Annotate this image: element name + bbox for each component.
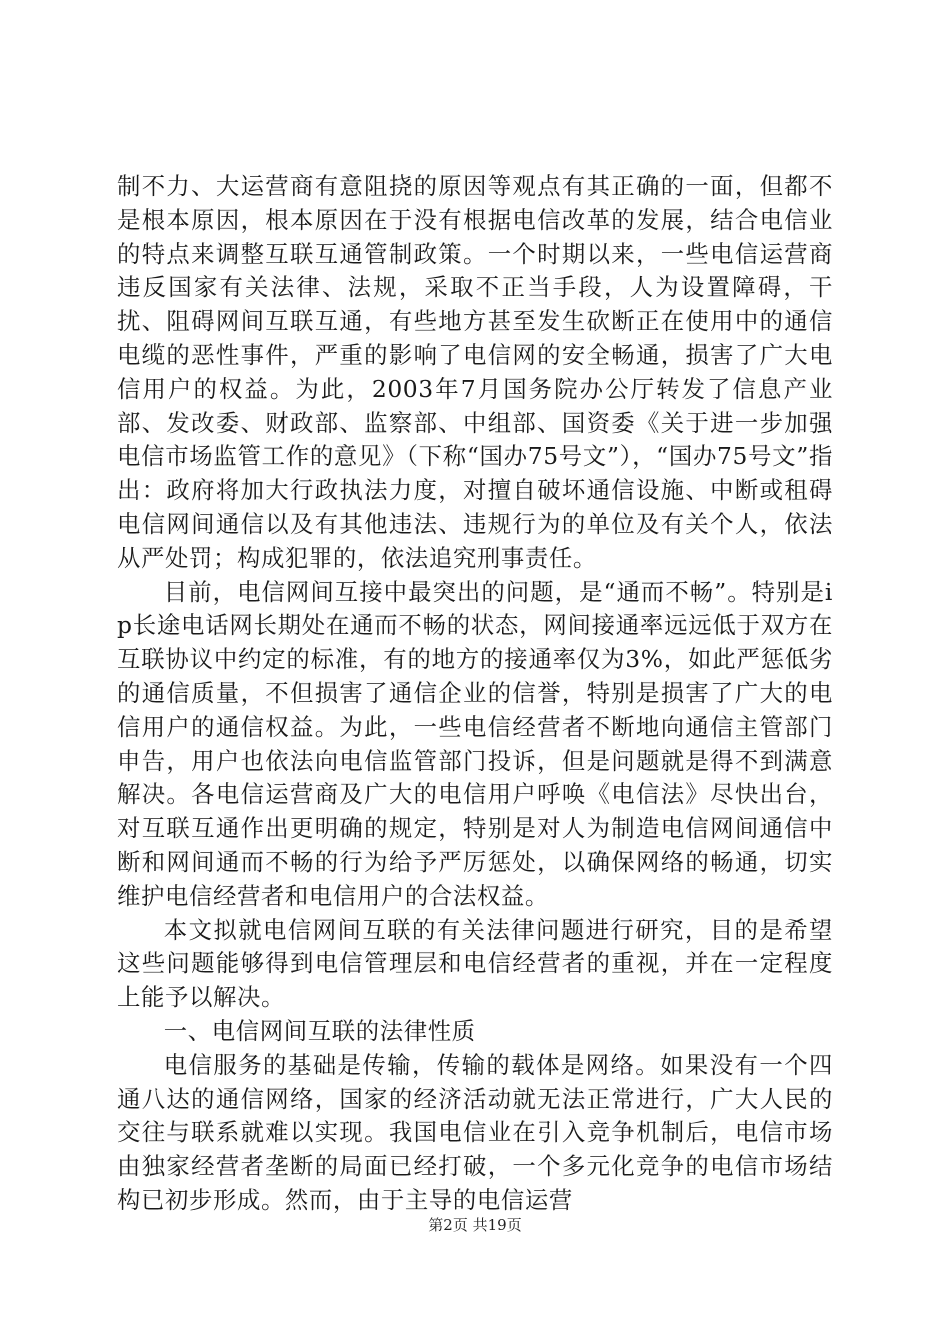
- paragraph-continued: 制不力、大运营商有意阻挠的原因等观点有其正确的一面，但都不是根本原因，根本原因在于没有根据电信改革的发展，结合电信业的特点来调整互联互通管制政策。一个时期以来，一些电信运营商违反国家有关法律、法规，采取不正当手段，人为设置障碍，干扰、阻碍网间互联互通，有些地方甚至发生砍断正在使用中的通信电缆的恶性事件，严重的影响了电信网的安全畅通，损害了广大电信用户的权益。为此，2003年7月国务院办公厅转发了信息产业部、发改委、财政部、监察部、中组部、国资委《关于进一步加强电信市场监管工作的意见》（下称“国办75号文”），“国办75号文”指出：政府将加大行政执法力度，对擅自破坏通信设施、中断或租碍电信网间通信以及有其他违法、违规行为的单位及有关个人，依法从严处罚；构成犯罪的，依法追究刑事责任。: [117, 172, 833, 572]
- page-footer: 第2页 共19页: [428, 1216, 522, 1234]
- section-heading: 一、电信网间互联的法律性质: [163, 1016, 476, 1045]
- paragraph-purpose: 本文拟就电信网间互联的有关法律问题进行研究，目的是希望这些问题能够得到电信管理层和电信经营者的重视，并在一定程度上能予以解决。: [117, 915, 833, 1012]
- paragraph-telecom-basis: 电信服务的基础是传输，传输的载体是网络。如果没有一个四通八达的通信网络，国家的经济活动就无法正常进行，广大人民的交往与联系就难以实现。我国电信业在引入竞争机制后，电信市场由独家经营者垄断的局面已经打破，一个多元化竞争的电信市场结构已初步形成。然而，由于主导的电信运营: [117, 1050, 833, 1214]
- paragraph-current-problems: 目前，电信网间互接中最突出的问题，是“通而不畅”。特别是ip长途电话网长期处在通而不畅的状态，网间接通率远远低于双方在互联协议中约定的标准，有的地方的接通率仅为3%，如此严惩低劣的通信质量，不但损害了通信企业的信誉，特别是损害了广大的电信用户的通信权益。为此，一些电信经营者不断地向通信主管部门申告，用户也依法向电信监管部门投诉，但是问题就是得不到满意解决。各电信运营商及广大的电信用户呼唤《电信法》尽快出台，对互联互通作出更明确的规定，特别是对人为制造电信网间通信中断和网间通而不畅的行为给予严厉惩处，以确保网络的畅通，切实维护电信经营者和电信用户的合法权益。: [117, 577, 833, 910]
- document-body: [117, 170, 833, 1218]
